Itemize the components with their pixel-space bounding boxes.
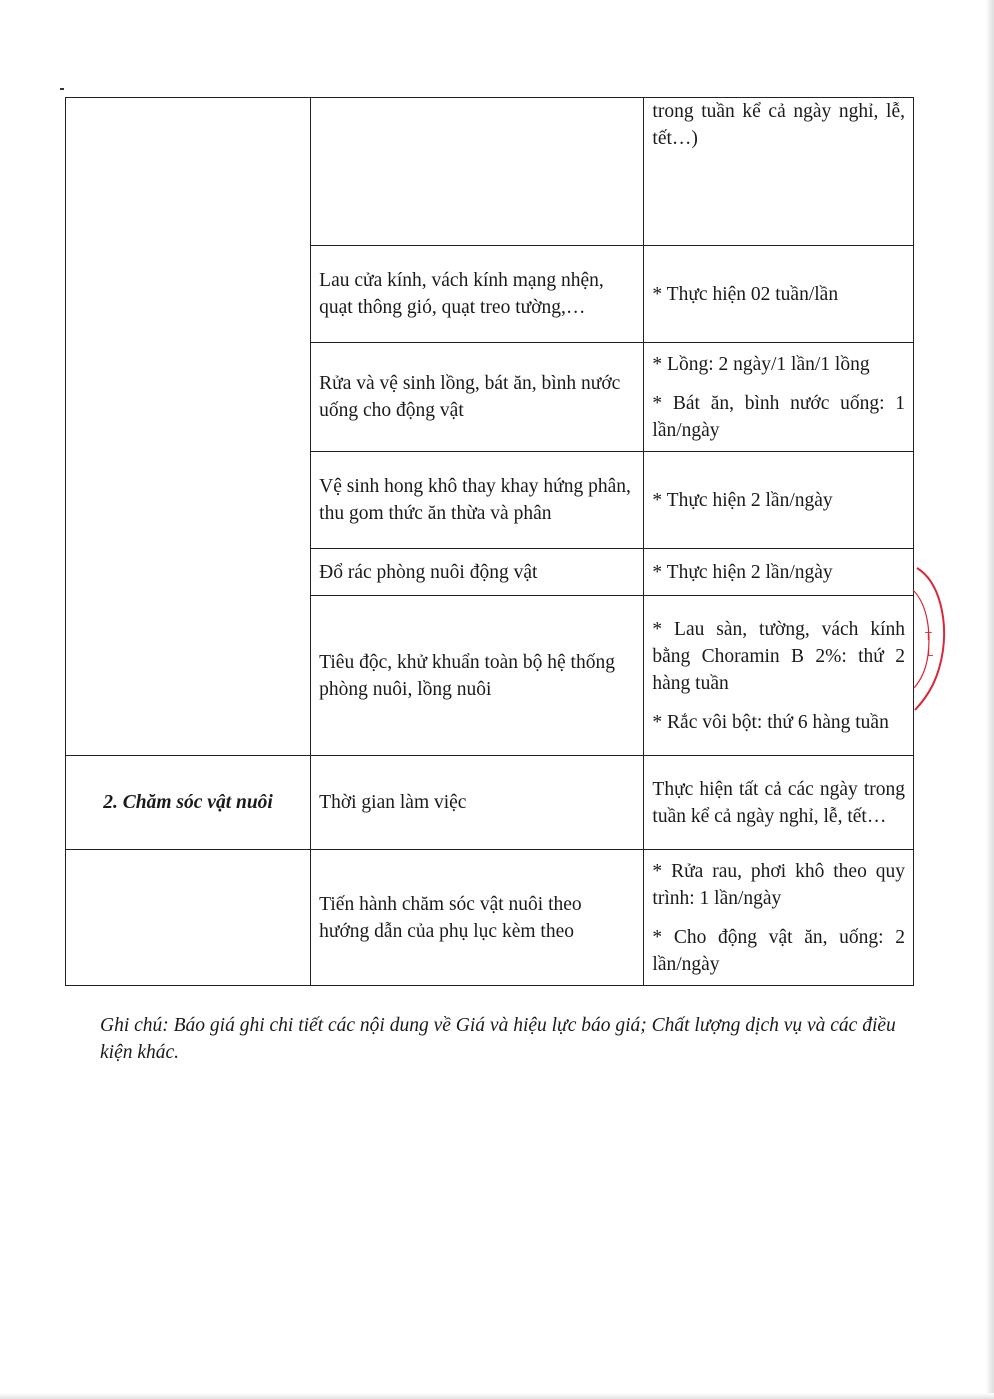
frequency-line: * Thực hiện 02 tuần/lần [652, 283, 839, 305]
task-cell: Rửa và vệ sinh lồng, bát ăn, bình nước uống cho động vật [311, 343, 644, 452]
category-cell: 2. Chăm sóc vật nuôi [66, 756, 311, 850]
frequency-cell [644, 756, 914, 850]
scan-speck [60, 88, 64, 90]
frequency-line: trong tuần kể cả ngày nghỉ, lễ, tết…) [652, 101, 905, 149]
frequency-cell [644, 452, 914, 549]
task-cell [311, 98, 644, 246]
service-schedule-table [65, 97, 914, 986]
svg-text:L: L [927, 646, 934, 659]
category-cell [66, 98, 311, 756]
frequency-cell [644, 549, 914, 596]
frequency-cell [644, 343, 914, 452]
frequency-cell [644, 596, 914, 756]
frequency-line: * Lau sàn, tường, vách kính bằng Choramin B 2%: thứ 2 hàng tuần [652, 618, 905, 694]
frequency-line: * Rắc vôi bột: thứ 6 hàng tuần [652, 711, 889, 733]
frequency-line: * Lồng: 2 ngày/1 lần/1 lồng [652, 353, 870, 375]
category-cell [66, 850, 311, 986]
frequency-line: Thực hiện tất cả các ngày trong tuần kể cả ngày nghỉ, lễ, tết… [652, 778, 905, 827]
frequency-line: * Thực hiện 2 lần/ngày [652, 561, 833, 583]
svg-text:T: T [925, 630, 932, 643]
task-cell: Tiêu độc, khử khuẩn toàn bộ hệ thống phòng nuôi, lồng nuôi [311, 596, 644, 756]
table-row [66, 756, 914, 850]
frequency-cell [644, 246, 914, 343]
frequency-line: * Thực hiện 2 lần/ngày [652, 489, 833, 511]
task-cell: Lau cửa kính, vách kính mạng nhện, quạt thông gió, quạt treo tường,… [311, 246, 644, 343]
frequency-cell [644, 850, 914, 986]
task-cell: Thời gian làm việc [311, 756, 644, 850]
page-edge-shadow [986, 0, 994, 1399]
task-cell: Tiến hành chăm sóc vật nuôi theo hướng dẫn của phụ lục kèm theo [311, 850, 644, 986]
frequency-line: * Bát ăn, bình nước uống: 1 lần/ngày [652, 392, 905, 441]
task-cell: Đổ rác phòng nuôi động vật [311, 549, 644, 596]
task-cell: Vệ sinh hong khô thay khay hứng phân, thu gom thức ăn thừa và phân [311, 452, 644, 549]
frequency-cell [644, 98, 914, 246]
frequency-line: * Cho động vật ăn, uống: 2 lần/ngày [652, 926, 905, 975]
red-stamp-seal [895, 560, 955, 720]
table-row [66, 98, 914, 246]
page-bottom-shadow [0, 1393, 994, 1399]
table-row [66, 850, 914, 986]
footnote: Ghi chú: Báo giá ghi chi tiết các nội dung về Giá và hiệu lực báo giá; Chất lượng dịch vụ và các điều kiện khác. [100, 1015, 896, 1063]
frequency-line: * Rửa rau, phơi khô theo quy trình: 1 lần/ngày [652, 860, 905, 909]
